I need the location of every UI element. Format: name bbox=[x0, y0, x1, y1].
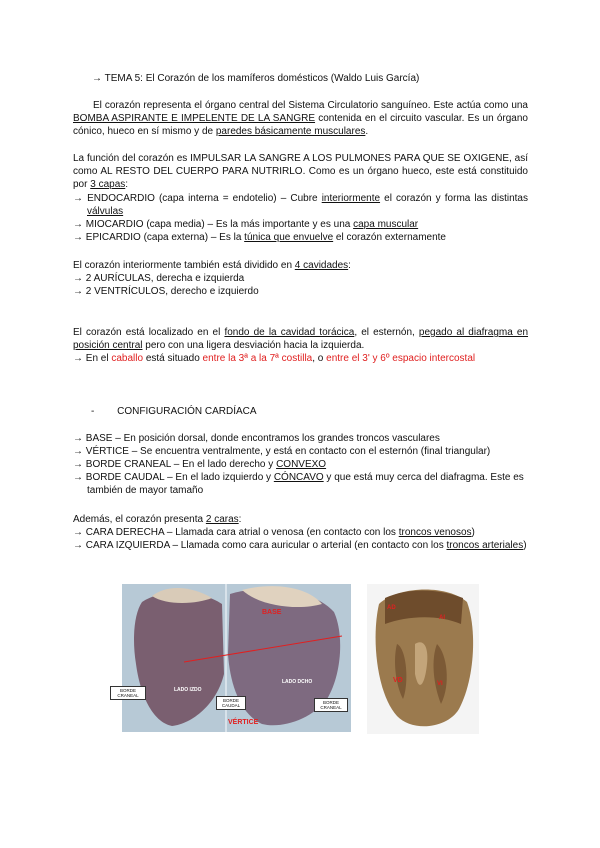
face-item: → CARA DERECHA – Llamada cara atrial o venosa (en contacto con los troncos venosos) bbox=[73, 527, 475, 538]
division-item: → 2 VENTRÍCULOS, derecho e izquierdo bbox=[73, 286, 259, 297]
heart-external-photo bbox=[117, 584, 351, 732]
intro-paragraph: El corazón representa el órgano central del Sistema Circulatorio sanguíneo. Este actúa como una BOMBA ASPIRANTE E IMPELENTE DE LA SANGRE contenida en el circuito vascular. Es un órgano cónico, hueco en sí mismo y de paredes básicamente musculares. bbox=[73, 100, 528, 137]
layer-item: → EPICARDIO (capa externa) – Es la túnica que envuelve el corazón externamente bbox=[73, 232, 446, 243]
faces-section: Además, el corazón presenta 2 caras: → CARA DERECHA – Llamada cara atrial o venosa (en contacto con los troncos venosos) → CARA IZQUIERDA – Llamada como cara auricular o arterial (en contacto con los troncos arteriales) bbox=[73, 514, 527, 551]
face-item: → CARA IZQUIERDA – Llamada como cara auricular o arterial (en contacto con los troncos arteriales) bbox=[73, 540, 527, 551]
tag-borde-craneal-2: BORDE CRANEAL bbox=[314, 698, 348, 712]
configuration-list bbox=[73, 432, 528, 497]
label-lado-dcho: LADO DCHO bbox=[282, 679, 313, 685]
layers-list bbox=[73, 192, 528, 244]
label-vertice: VÉRTICE bbox=[228, 719, 259, 726]
heart-section-photo bbox=[367, 584, 479, 734]
title-text: → TEMA 5: El Corazón de los mamíferos domésticos (Waldo Luis García) bbox=[92, 73, 420, 84]
page-title bbox=[92, 72, 532, 85]
layer-item: → MIOCARDIO (capa media) – Es la más importante y es una capa muscular bbox=[73, 219, 419, 230]
configuration-item: → BASE – En posición dorsal, donde encontramos los grandes troncos vasculares bbox=[73, 433, 440, 444]
heart-section-illustration bbox=[367, 584, 479, 734]
tag-borde-craneal: BORDE CRANEAL bbox=[110, 686, 146, 700]
division-section: El corazón interiormente también está dividido en 4 cavidades: → 2 AURÍCULAS, derecha e izquierda → 2 VENTRÍCULOS, derecho e izquierdo bbox=[73, 259, 528, 298]
function-paragraph: La función del corazón es IMPULSAR LA SANGRE A LOS PULMONES PARA QUE SE OXIGENE, así como AL RESTO DEL CUERPO PARA NUTRIRLO. Como es un órgano hueco, este está constituido por 3 capas: bbox=[73, 153, 528, 190]
label-lado-izdo: LADO IZDO bbox=[174, 687, 202, 693]
location-section: El corazón está localizado en el fondo de la cavidad torácica, el esternón, pegado al diafragma en posición central pero con una ligera desviación hacia la izquierda. → En el caballo está situado entre la 3ª a la 7ª costilla, o entre el 3' y 6º espacio intercostal bbox=[73, 327, 529, 364]
layer-item: → ENDOCARDIO (capa interna = endotelio) – Cubre interiormente el corazón y forma las distintas válvulas bbox=[73, 193, 528, 217]
configuration-item: → BORDE CRANEAL – En el lado derecho y CONVEXO bbox=[73, 459, 327, 470]
label-ai: AI bbox=[439, 615, 445, 621]
section-heading: - CONFIGURACIÓN CARDÍACA bbox=[91, 406, 257, 417]
configuration-item: → BORDE CAUDAL – En el lado izquierdo y CÓNCAVO y que está muy cerca del diafragma. Este es también de mayor tamaño bbox=[73, 472, 524, 496]
label-ad: AD bbox=[387, 605, 396, 611]
division-item: → 2 AURÍCULAS, derecha e izquierda bbox=[73, 273, 245, 284]
label-vi: VI bbox=[437, 681, 443, 687]
tag-borde-caudal: BORDE CAUDAL bbox=[216, 696, 246, 710]
configuration-item: → VÉRTICE – Se encuentra ventralmente, y está en contacto con el esternón (final triangular) bbox=[73, 446, 491, 457]
label-vd: VD bbox=[393, 677, 403, 684]
label-base: BASE bbox=[262, 609, 282, 616]
horse-location: → En el caballo está situado entre la 3ª a la 7ª costilla, o entre el 3' y 6º espacio intercostal bbox=[73, 353, 476, 364]
